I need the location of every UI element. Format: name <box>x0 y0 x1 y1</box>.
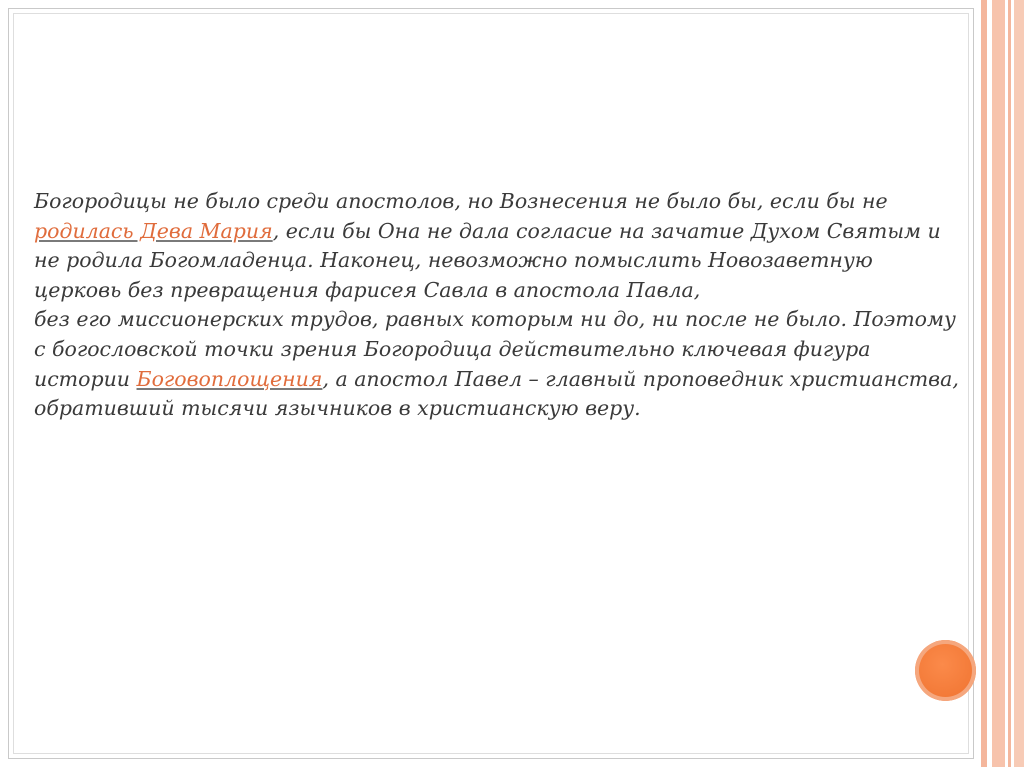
link-rodilas-deva-maria[interactable]: родилась Дева Мария <box>34 218 273 243</box>
slide-body-text <box>34 187 964 424</box>
paragraph <box>34 305 964 423</box>
paragraph-text: , если бы Она не дала согласие на зачатие Духом Святым и не родила Богомладенца. Наконец, невозможно помыслить Новозаветную церковь без превращения фарисея Савла в апостола Павла, <box>34 218 941 302</box>
paragraph <box>34 187 964 305</box>
decorative-stripe <box>1008 0 1011 767</box>
decorative-circle-icon <box>915 640 976 701</box>
paragraph-text: без его миссионерских трудов, равных которым ни до, ни после не было. Поэтому с богословской точки зрения Богородица действительно ключевая фигура истории <box>34 307 956 391</box>
decorative-stripe <box>1014 0 1024 767</box>
paragraph-text: Богородицы не было среди апостолов, но Вознесения не было бы, если бы не <box>34 189 888 213</box>
decorative-stripe <box>981 0 987 767</box>
link-bogovoploshcheniya[interactable]: Боговоплощения <box>136 366 323 391</box>
paragraph-text: , а апостол Павел – главный проповедник христианства, обративший тысячи язычников в христианскую веру. <box>34 366 959 421</box>
decorative-stripe <box>992 0 1005 767</box>
